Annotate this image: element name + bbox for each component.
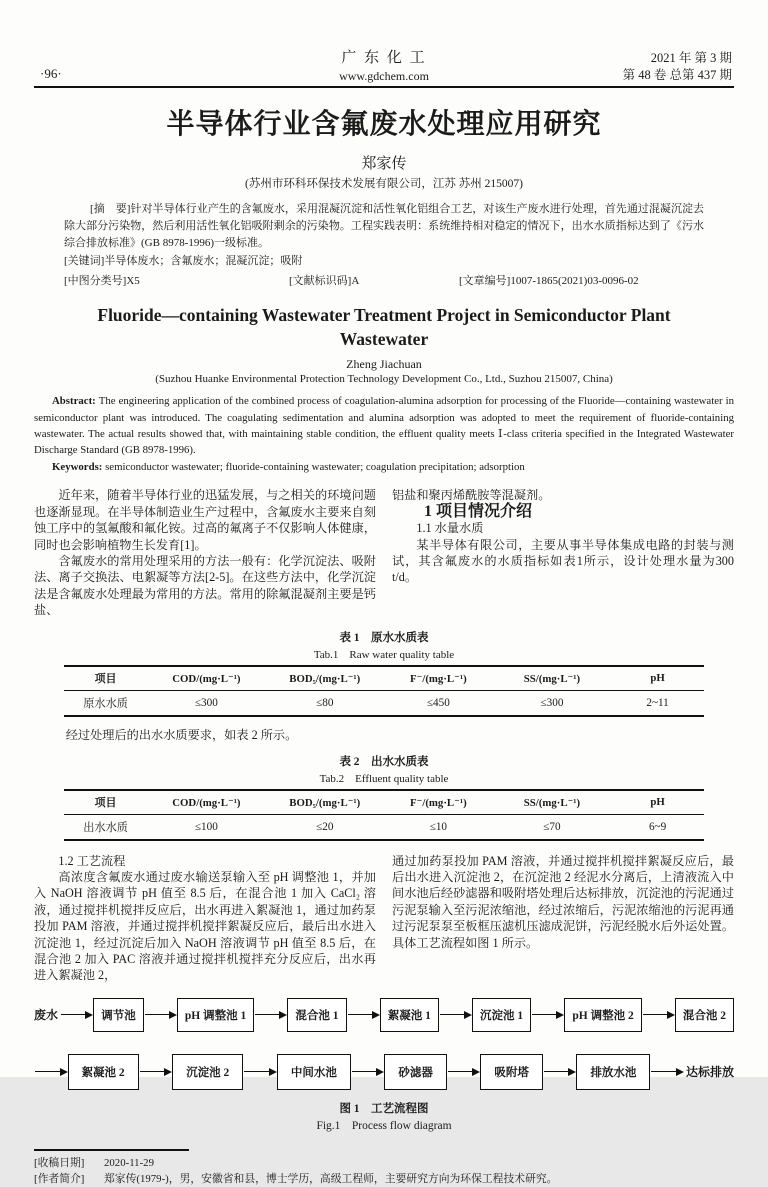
between-tables-text: 经过处理后的出水水质要求，如表 2 所示。 — [65, 727, 298, 742]
journal-name: 广 东 化 工 — [341, 50, 427, 66]
flow-arrow-icon — [255, 1014, 279, 1015]
meta-clc-label: [中图分类号] — [64, 275, 127, 288]
column-header: F⁻/(mg·L⁻¹) — [384, 790, 493, 815]
flow-box: 混合池 1 — [287, 998, 346, 1032]
issue-info — [623, 50, 732, 84]
flow-arrow-icon — [244, 1071, 269, 1072]
table-2-block — [64, 753, 704, 841]
cell: 出水水质 — [83, 821, 128, 834]
page-number: ·96· — [40, 66, 62, 81]
meta-clc — [64, 272, 289, 288]
meta-clc-value: X5 — [126, 275, 140, 288]
keywords-cn — [64, 253, 704, 270]
keywords-cn-text: 半导体废水；含氟废水；混凝沉淀；吸附 — [104, 255, 303, 268]
author-en: Zheng Jiachuan — [346, 357, 422, 372]
figure-caption-en: Fig.1 Process flow diagram — [316, 1119, 452, 1132]
flow-arrow-icon — [145, 1014, 169, 1015]
section-1-heading: 1 项目情况介绍 — [424, 502, 533, 520]
flow-box: 调节池 — [93, 998, 144, 1032]
journal-header — [34, 34, 734, 88]
meta-doc-value: A — [351, 275, 360, 288]
flow-arrow-icon — [35, 1071, 60, 1072]
flow-arrow-icon — [643, 1014, 667, 1015]
cell: 6~9 — [648, 820, 667, 833]
table-1-block — [64, 629, 704, 717]
abstract-en — [34, 393, 734, 458]
footnote-rule — [34, 1149, 189, 1151]
body-col-right — [392, 487, 734, 618]
abstract-en-text: The engineering application of the combined process of coagulation-alumina adsorption for processing of the Fluoride—containing wastewater in semiconductor plant was introduced. The coagulating sedimentation and alumina adsorption was adopted to meet the requirement of fluoride-containing wastewater. The actual results showed that, with maintaining stable condition, the effluent quality meets Ⅰ-class criteria specified in the Integrated Wastewater Discharge Standard (GB 8978-1996). — [34, 395, 734, 456]
received-value: 2020-11-29 — [104, 1156, 154, 1169]
cell: ≤100 — [194, 820, 218, 833]
abstract-cn-text: 针对半导体行业产生的含氟废水，采用混凝沉淀和活性氧化铝组合工艺，对该生产废水进行处理，首先通过混凝沉淀去除大部分污染物，然后利用活性氧化铝吸附剩余的污染物。工程实践表明：系统维持相对稳定的情况下，出水水质指标达到了《污水综合排放标准》(GB 8978-1996)一级标准。 — [64, 203, 705, 250]
cell: ≤300 — [540, 696, 564, 709]
cell: ≤70 — [543, 820, 561, 833]
flow-arrow-icon — [352, 1071, 377, 1072]
flow-arrow-icon — [544, 1071, 569, 1072]
flow-arrow-icon — [448, 1071, 473, 1072]
bio-label: [作者简介] — [34, 1172, 85, 1185]
article-meta — [64, 272, 704, 288]
column-header: SS/(mg·L⁻¹) — [493, 666, 611, 691]
process-columns — [34, 853, 734, 984]
meta-article-id — [459, 272, 639, 288]
flow-box: 排放水池 — [576, 1054, 650, 1090]
flow-box: 吸附塔 — [480, 1054, 543, 1090]
keywords-en-label: Keywords: — [52, 461, 106, 474]
flow-box: 混合池 2 — [675, 998, 734, 1032]
cell: 原水水质 — [83, 697, 128, 710]
column-header: 项目 — [64, 790, 147, 815]
flow-row-1 — [34, 998, 734, 1032]
figure-1 — [34, 998, 734, 1133]
table-header-row — [64, 790, 704, 815]
table-2-title-cn: 表 2 出水水质表 — [339, 755, 429, 768]
flow-arrow-icon — [440, 1014, 464, 1015]
column-header: pH — [611, 666, 704, 691]
flow-box: 砂滤器 — [384, 1054, 447, 1090]
affiliation-cn: (苏州市环科环保技术发展有限公司，江苏 苏州 215007) — [245, 178, 523, 190]
flow-arrow-icon — [651, 1071, 676, 1072]
cell: ≤10 — [429, 820, 448, 833]
cell: ≤450 — [426, 696, 450, 709]
cell: ≤300 — [194, 696, 218, 709]
flow-arrow-icon — [532, 1014, 556, 1015]
author-cn: 郑家传 — [361, 156, 407, 172]
paragraph: 铝盐和聚丙烯酰胺等混凝剂。 — [392, 488, 551, 503]
bio-value: 郑家传(1979-)，男，安徽省和县，博士学历，高级工程师，主要研究方向为环保工程技术研究。 — [104, 1172, 558, 1185]
cell: 2~11 — [646, 696, 669, 709]
column-header: 项目 — [64, 666, 147, 691]
paragraph: 近年来，随着半导体行业的迅猛发展，与之相关的环境问题也逐渐显现。在半导体制造业生产过程中，含氟废水主要来自刻蚀工序中的氢氟酸和氟化铵。过高的氟离子不仅影响人体健康，同时也会影响植物生长发育[1]。 — [34, 488, 376, 552]
paragraph: 通过加药泵投加 PAM 溶液，并通过搅拌机搅拌絮凝反应后，最后出水进入沉淀池 2，在沉淀池 2 经泥水分离后，上清液流入中间水池后经砂滤器和吸附塔处理后达标排放，沉淀池的污泥通过污泥泵输入至污泥浓缩池，经过浓缩后，污泥浓缩池的污泥再通过污泥泵泵至板框压滤机压滤成泥饼，污泥经脱水后外运处置。具体工艺流程如图 1 所示。 — [392, 853, 734, 950]
footnote-bio — [34, 1171, 734, 1187]
paragraph: 某半导体有限公司，主要从事半导体集成电路的封装与测试，其含氟废水的水质指标如表1所示，设计处理水量为300 t/d。 — [392, 537, 734, 585]
meta-id-value: 1007-1865(2021)03-0096-02 — [510, 275, 639, 288]
table-header-row — [64, 666, 704, 691]
meta-doc-code — [289, 272, 459, 288]
abstract-cn-block — [64, 201, 704, 270]
intro-columns — [34, 487, 734, 618]
issue-line-1: 2021 年 第 3 期 — [650, 51, 732, 65]
figure-caption-cn: 图 1 工艺流程图 — [339, 1102, 429, 1115]
table-row — [64, 690, 704, 716]
flow-row-2 — [34, 1054, 734, 1090]
column-header: COD/(mg·L⁻¹) — [147, 790, 265, 815]
article-title-cn: 半导体行业含氟废水处理应用研究 — [166, 109, 602, 140]
paragraph: 含氟废水的常用处理采用的方法一般有：化学沉淀法、吸附法、离子交换法、电絮凝等方法[2-5]。在这些方法中，化学沉淀法是含氟废水处理最为常用的方法。常用的除氟混凝剂主要是钙盐、 — [34, 554, 376, 618]
body-col-left — [34, 487, 376, 618]
flow-box: 中间水池 — [277, 1054, 351, 1090]
flow-end-label: 达标排放 — [685, 1065, 734, 1080]
flow-box: 絮凝池 2 — [68, 1054, 139, 1090]
cell: ≤20 — [316, 820, 334, 833]
column-header: BOD₅/(mg·L⁻¹) — [266, 790, 384, 815]
abstract-en-block — [34, 393, 734, 475]
table-2-title-en: Tab.2 Effluent quality table — [319, 772, 449, 785]
flow-box: 沉淀池 1 — [472, 998, 531, 1032]
table-1-title-cn: 表 1 原水水质表 — [339, 631, 429, 644]
flow-box: pH 调整池 2 — [564, 998, 641, 1032]
table-2 — [64, 789, 704, 841]
article-title-en: Fluoride—containing Wastewater Treatment Project in Semiconductor Plant Wastewater — [97, 305, 671, 349]
flow-box: pH 调整池 1 — [177, 998, 254, 1032]
column-header: BOD₅/(mg·L⁻¹) — [266, 666, 384, 691]
keywords-en — [34, 459, 734, 475]
flow-arrow-icon — [61, 1014, 85, 1015]
meta-id-label: [文章编号] — [459, 275, 511, 288]
affiliation-en: (Suzhou Huanke Environmental Protection Technology Development Co., Ltd., Suzhou 215007, China) — [155, 373, 613, 386]
column-header: pH — [611, 790, 704, 815]
keywords-cn-label: [关键词] — [64, 255, 105, 268]
issue-line-2: 第 48 卷 总第 437 期 — [622, 68, 732, 82]
table-row — [64, 814, 704, 840]
flow-box: 沉淀池 2 — [172, 1054, 243, 1090]
abstract-cn — [64, 201, 704, 252]
paragraph: 高浓度含氟废水通过废水输送泵输入至 pH 调整池 1，并加入 NaOH 溶液调节 pH 值至 8.5 后，在混合池 1 加入 CaCl₂ 溶液，通过搅拌机搅拌反应后，出水再进入絮凝池 1，通过加药泵投加 PAM 溶液，并通过搅拌机搅拌絮凝反应后，最后出水进入沉淀池 1，经过沉淀后加入 NaOH 溶液调节 pH 值至 8.5 后，在混合池 2 加入 PAC 溶液并通过搅拌机搅拌充分反应后，出水再进入絮凝池 2， — [34, 870, 376, 983]
abstract-cn-label: [摘 要] — [90, 203, 131, 215]
flow-box: 絮凝池 1 — [380, 998, 439, 1032]
table-1-title-en: Tab.1 Raw water quality table — [313, 648, 455, 661]
flow-source-label: 废水 — [34, 1008, 59, 1023]
flow-arrow-icon — [348, 1014, 372, 1015]
keywords-en-text: semiconductor wastewater; fluoride-containing wastewater; coagulation precipitation; adsorption — [105, 461, 525, 474]
body-col-right — [392, 853, 734, 984]
received-label: [收稿日期] — [34, 1156, 85, 1169]
flow-arrow-icon — [140, 1071, 165, 1072]
cell: ≤80 — [316, 696, 334, 709]
table-1 — [64, 665, 704, 717]
abstract-en-label: Abstract: — [52, 395, 99, 408]
footnote-received — [34, 1155, 734, 1171]
body-col-left — [34, 853, 376, 984]
section-1-2-heading: 1.2 工艺流程 — [58, 853, 126, 868]
column-header: F⁻/(mg·L⁻¹) — [384, 666, 493, 691]
section-1-1-heading: 1.1 水量水质 — [416, 521, 484, 536]
column-header: SS/(mg·L⁻¹) — [493, 790, 611, 815]
journal-url: www.gdchem.com — [339, 69, 429, 83]
journal-masthead — [339, 46, 429, 84]
meta-doc-label: [文献标识码] — [289, 275, 352, 288]
column-header: COD/(mg·L⁻¹) — [147, 666, 265, 691]
footnote-block — [34, 1149, 734, 1187]
